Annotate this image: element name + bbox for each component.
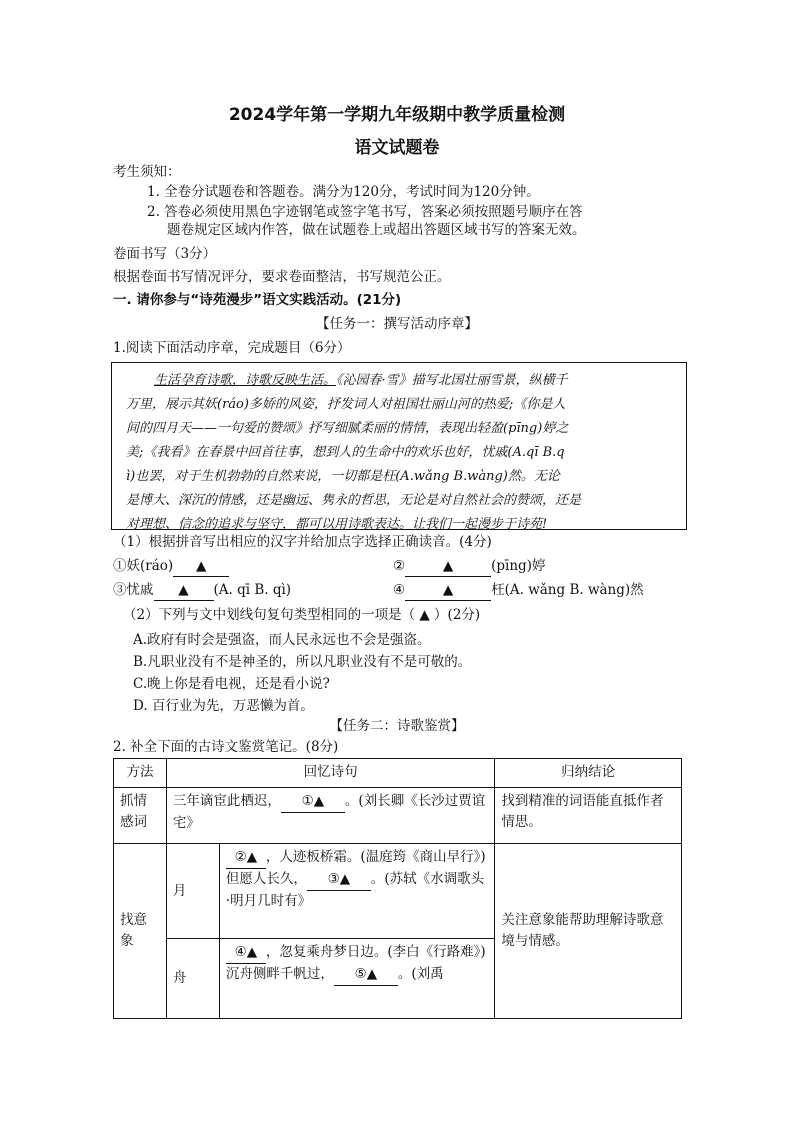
- passage-line-6: 是博大、深沉的情感，还是幽远、隽永的哲思，无论是对自然社会的赞颂，还是: [126, 493, 582, 508]
- underlined-sentence: 生活孕育诗歌，诗歌反映生活。: [154, 373, 337, 388]
- option-c[interactable]: C.晚上你是看电视，还是看小说?: [133, 676, 330, 692]
- task-2-heading: 【任务二：诗歌鉴赏】: [329, 718, 465, 734]
- option-b[interactable]: B.凡职业没有不是神圣的，所以凡职业没有不是可敬的。: [133, 654, 472, 670]
- sub-question-1: （1）根据拼音写出相应的汉字并给加点字选择正确读音。(4分): [113, 534, 492, 550]
- passage-box: [111, 362, 687, 530]
- header-conclusion: 归纳结论: [495, 759, 682, 788]
- method-find-imagery: 找意象: [114, 844, 167, 1019]
- passage-line-2: 万里，展示其妖(ráo)多娇的风姿，抒发词人对祖国壮丽山河的热爱;《你是人: [126, 397, 566, 412]
- notice-heading: 考生须知：: [113, 164, 181, 180]
- notice-item-2-cont: 题卷规定区域内作答，做在试题卷上或超出答题区域书写的答案无效。: [167, 222, 586, 238]
- conclusion-cell-1: 找到精准的词语能直抵作者情思。: [495, 788, 682, 844]
- header-verse: 回忆诗句: [166, 759, 494, 788]
- fill-item-a: ①妖(ráo) ▲: [113, 557, 229, 577]
- passage-line-3: 间的四月天——一句爱的赞颂》抒写细腻柔丽的情情，表现出轻盈(pīng)婷之: [126, 421, 569, 436]
- verse-cell-1: 三年谪宦此栖迟， ①▲ 。(刘长卿《长沙过贾谊宅》: [166, 788, 494, 844]
- method-emotion-words: 抓情感词: [114, 788, 167, 844]
- handwriting-desc: 根据卷面书写情况评分，要求卷面整洁，书写规范公正。: [113, 269, 451, 285]
- section-1-title: 一. 请你参与“诗苑漫步”语文实践活动。(21分): [113, 292, 402, 308]
- passage-line-1: 生活孕育诗歌，诗歌反映生活。《沁园春·雪》描写北国壮丽雪景，纵横千: [154, 373, 568, 388]
- question-2: 2. 补全下面的古诗文鉴赏笔记。(8分): [113, 739, 339, 755]
- answer-blank[interactable]: ▲: [405, 581, 491, 601]
- passage-line-7: 对理想、信念的追求与坚守，都可以用诗歌表达。让我们一起漫步于诗苑!: [126, 517, 548, 532]
- answer-blank[interactable]: ②▲: [226, 847, 266, 869]
- sub-question-2: （2）下列与文中划线句复句类型相同的一项是（ ▲ ）(2分): [123, 607, 481, 623]
- header-method: 方法: [114, 759, 167, 788]
- option-d[interactable]: D. 百行业为先，万恶懒为首。: [133, 698, 314, 714]
- passage-line-5: ì)也罢，对于生机勃勃的自然来说，一切都是枉(A.wǎng B.wàng)然。无论: [126, 469, 560, 484]
- fill-item-d: ④ ▲ 枉(A. wǎng B. wàng)然: [393, 581, 644, 601]
- task-1-heading: 【任务一：撰写活动序章】: [316, 316, 478, 332]
- notice-item-1: 1. 全卷分试题卷和答题卷。满分为120分，考试时间为120分钟。: [147, 184, 540, 200]
- verse-cell-moon: ②▲ ，人迹板桥霜。(温庭筠《商山早行》) 但愿人长久， ③▲ 。(苏轼《水调歌头·明月几时有》: [219, 844, 495, 939]
- option-a[interactable]: A.政府有时会是强盗，而人民永远也不会是强盗。: [133, 632, 431, 648]
- exam-title: 2024学年第一学期九年级期中教学质量检测: [228, 105, 566, 125]
- handwriting-title: 卷面书写（3分）: [113, 246, 217, 262]
- answer-blank[interactable]: ▲: [154, 581, 214, 601]
- fill-item-b: ② ▲ (pīng)婷: [393, 557, 545, 577]
- verse-cell-boat: ④▲ ，忽复乘舟梦日边。(李白《行路难》) 沉舟侧畔千帆过， ⑤▲ 。(刘禹: [219, 939, 495, 1019]
- exam-subtitle: 语文试题卷: [354, 138, 440, 158]
- question-1: 1.阅读下面活动序章，完成题目（6分）: [113, 340, 351, 356]
- fill-item-c: ③忧戚 ▲ (A. qī B. qì): [113, 581, 291, 601]
- answer-blank[interactable]: ▲: [173, 557, 229, 577]
- appreciation-notes-table: [113, 758, 682, 1019]
- imagery-moon-label: 月: [166, 844, 219, 939]
- imagery-boat-label: 舟: [166, 939, 219, 1019]
- answer-blank[interactable]: ▲: [405, 557, 491, 577]
- notice-item-2: 2. 答卷必须使用黑色字迹钢笔或签字笔书写，答案必须按照题号顺序在答: [147, 204, 583, 220]
- answer-blank[interactable]: ⑤▲: [334, 964, 398, 986]
- answer-blank[interactable]: ③▲: [307, 869, 371, 891]
- conclusion-cell-2: 关注意象能帮助理解诗歌意境与情感。: [495, 844, 682, 1019]
- answer-blank[interactable]: ④▲: [226, 942, 266, 964]
- answer-blank[interactable]: ①▲: [281, 791, 345, 813]
- passage-line-4: 美;《我看》在春景中回首往事，想到人的生命中的欢乐也好，忧戚(A.qī B.q: [126, 445, 565, 460]
